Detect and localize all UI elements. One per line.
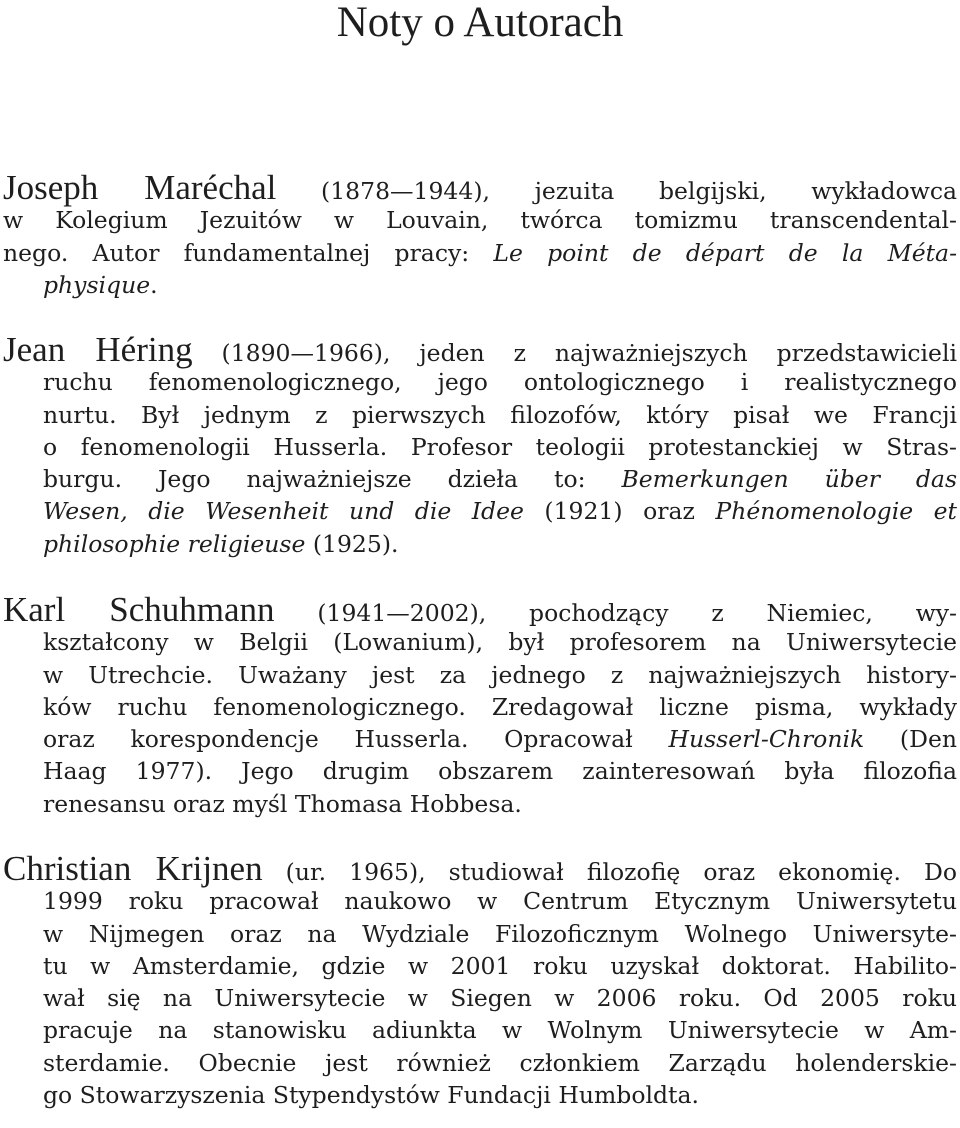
entry-line: w Kolegium Jezuitów w Louvain, twórca tomizmu transcendental- [3,206,957,235]
entry-line: renesansu oraz myśl Thomasa Hobbesa. [43,789,522,818]
entry-line: Joseph Maréchal (1878—1944), jezuita belgijski, wykładowca [3,168,957,207]
page-title: Noty o Autorach [336,0,624,46]
work-title: physique [43,270,151,299]
entry-line: w Nijmegen oraz na Wydziale Filozoficznym Wolnego Uniwersyte- [43,919,957,948]
entry-line: Jean Héring (1890—1966), jeden z najważniejszych przedstawicieli [3,330,957,369]
work-title: Phénomenologie et [715,497,957,526]
entry-line: w Utrechcie. Uważany jest za jednego z najważniejszych history- [43,660,957,689]
entry-line: pracuje na stanowisku adiunkta w Wolnym Uniwersytecie w Am- [43,1016,957,1045]
entry-line: nurtu. Był jednym z pierwszych filozofów, który pisał we Francji [43,400,957,429]
work-title: Wesen, die Wesenheit und die Idee [43,497,524,526]
entry-line: burgu. Jego najważniejsze dzieła to: Bemerkungen über das [43,465,958,494]
entry-line: physique. [43,270,158,299]
entry-line: ruchu fenomenologicznego, jego ontologicznego i realistycznego [43,368,957,397]
work-title: Le point de départ de la Méta- [493,238,958,267]
entry-line: Wesen, die Wesenheit und die Idee (1921) oraz Phénomenologie et [43,497,957,526]
author-entry-marechal [3,168,958,301]
entry-line: Christian Krijnen (ur. 1965), studiował filozofię oraz ekonomię. Do [3,849,957,888]
entry-line: philosophie religieuse (1925). [43,529,399,558]
author-name: Christian Krijnen [3,849,263,888]
entry-line: wał się na Uniwersytecie w Siegen w 2006 roku. Od 2005 roku [43,984,957,1013]
entry-line: ków ruchu fenomenologicznego. Zredagował liczne pisma, wykłady [43,692,957,721]
entry-line: 1999 roku pracował naukowo w Centrum Etycznym Uniwersytetu [43,887,957,916]
entry-line: kształcony w Belgii (Lowanium), był profesorem na Uniwersytecie [43,628,957,657]
entry-line: go Stowarzyszenia Stypendystów Fundacji Humboldta. [43,1081,699,1110]
entry-line: oraz korespondencje Husserla. Opracował Husserl-Chronik (Den [43,725,957,754]
work-title: philosophie religieuse [43,529,306,558]
entry-line: sterdamie. Obecnie jest również członkiem Zarządu holenderskie- [43,1048,957,1077]
author-entry-hering [3,330,958,560]
entry-line: o fenomenologii Husserla. Profesor teologii protestanckiej w Stras- [43,432,957,461]
entry-line: tu w Amsterdamie, gdzie w 2001 roku uzyskał doktorat. Habilito- [43,951,957,980]
entry-line: Haag 1977). Jego drugim obszarem zainteresowań była filozofia [43,757,957,786]
entry-line: Karl Schuhmann (1941—2002), pochodzący z Niemiec, wy- [3,590,957,629]
author-name: Joseph Maréchal [3,168,277,207]
author-name: Jean Héring [3,330,193,369]
entry-line: nego. Autor fundamentalnej pracy: Le point de départ de la Méta- [3,238,958,267]
author-entry-schuhmann [3,590,957,820]
work-title: Bemerkungen über das [621,465,958,494]
work-title: Husserl-Chronik [668,725,865,754]
author-name: Karl Schuhmann [3,590,275,629]
author-entry-krijnen [3,849,957,1111]
